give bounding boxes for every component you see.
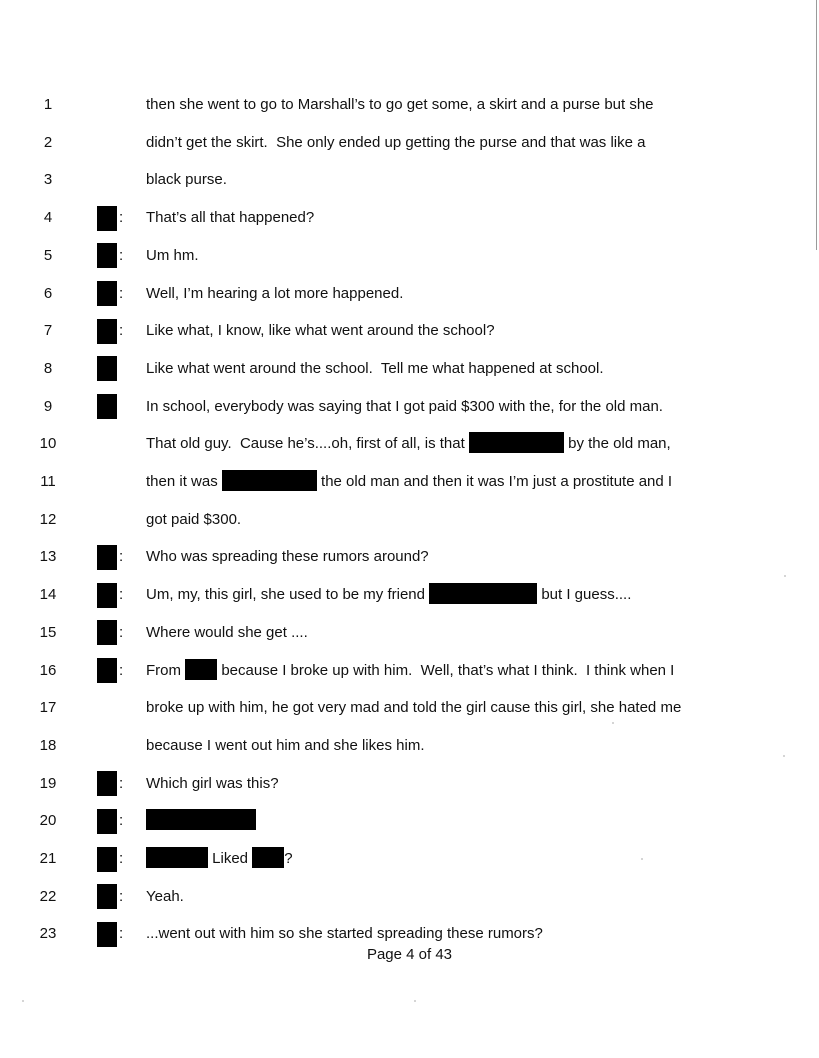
text-segment: Like what, I know, like what went around the school? [146, 322, 495, 340]
text-segment: Um, my, this girl, she used to be my friend [146, 586, 430, 604]
line-text [146, 583, 631, 607]
transcript-line [0, 93, 819, 117]
redacted-speaker-block [97, 394, 117, 419]
redacted-speaker-block [97, 243, 117, 268]
line-number: 15 [39, 623, 57, 641]
redaction-box [146, 809, 256, 830]
line-number: 22 [39, 887, 57, 905]
redaction-box [146, 847, 208, 868]
line-text [146, 319, 495, 343]
speaker-label [97, 621, 123, 645]
line-number: 1 [43, 96, 53, 113]
transcript-line [0, 847, 819, 871]
scan-speck [414, 1000, 416, 1002]
line-number: 23 [39, 925, 57, 943]
transcript-line [0, 621, 819, 645]
speaker-colon: : [119, 812, 124, 830]
line-text [146, 545, 429, 569]
transcript-line [0, 395, 819, 419]
line-text [146, 621, 308, 645]
scan-speck [784, 575, 786, 577]
transcript-line [0, 583, 819, 607]
line-text [146, 885, 184, 909]
line-text [146, 734, 424, 758]
transcript-line [0, 885, 819, 909]
text-segment: by the old man, [563, 435, 671, 453]
transcript-line [0, 809, 819, 833]
text-segment: because I broke up with him. Well, that’s what I think. I think when I [217, 661, 675, 679]
transcript-line [0, 772, 819, 796]
line-text [146, 282, 403, 306]
transcript-line [0, 508, 819, 532]
scan-speck [612, 722, 614, 724]
speaker-label [97, 206, 123, 230]
transcript-line [0, 696, 819, 720]
text-segment: Um hm. [146, 246, 199, 264]
text-segment: got paid $300. [146, 510, 242, 528]
line-text [146, 432, 671, 456]
speaker-colon: : [119, 887, 124, 905]
redaction-box [222, 470, 317, 491]
speaker-label [97, 282, 123, 306]
speaker-label [97, 772, 123, 796]
redaction-box [252, 847, 284, 868]
page-footer [0, 944, 819, 966]
redacted-speaker-block [97, 884, 117, 909]
speaker-label [97, 319, 123, 343]
text-segment: broke up with him, he got very mad and told the girl cause this girl, she hated me [146, 699, 682, 717]
scan-speck [641, 858, 643, 860]
text-segment: black purse. [146, 171, 227, 189]
transcript-line [0, 545, 819, 569]
speaker-label [97, 583, 123, 607]
transcript-line [0, 470, 819, 494]
redacted-speaker-block [97, 206, 117, 231]
speaker-label [97, 809, 123, 833]
text-segment: Yeah. [146, 887, 184, 905]
scan-speck [22, 1000, 24, 1002]
speaker-label [97, 357, 119, 381]
text-segment: That old guy. Cause he’s....oh, first of all, is that [146, 435, 469, 453]
speaker-label [97, 847, 123, 871]
transcript-line [0, 734, 819, 758]
line-text [146, 847, 293, 871]
text-segment: ? [284, 850, 293, 867]
page-number: Page 4 of 43 [366, 946, 453, 963]
speaker-colon: : [119, 284, 124, 302]
text-segment: didn’t get the skirt. She only ended up getting the purse and that was like a [146, 133, 646, 151]
text-segment: because I went out him and she likes him. [146, 736, 425, 754]
transcript-line [0, 357, 819, 381]
transcript-line [0, 922, 819, 946]
line-number: 5 [43, 246, 53, 264]
line-text [146, 696, 681, 720]
speaker-label [97, 885, 123, 909]
transcript-line [0, 206, 819, 230]
text-segment: the old man and then it was I’m just a prostitute and I [316, 473, 673, 490]
line-text [146, 508, 241, 532]
transcript-line [0, 432, 819, 456]
speaker-colon: : [119, 925, 124, 943]
transcript-line [0, 282, 819, 306]
redacted-speaker-block [97, 620, 117, 645]
speaker-colon: : [119, 774, 124, 792]
redacted-speaker-block [97, 658, 117, 683]
line-text [146, 357, 604, 381]
line-number: 16 [39, 661, 57, 679]
speaker-colon: : [119, 322, 124, 340]
scan-speck [783, 755, 785, 757]
redacted-speaker-block [97, 545, 117, 570]
speaker-label [97, 244, 123, 268]
line-number: 8 [43, 359, 53, 377]
line-text [146, 809, 256, 833]
line-number: 17 [39, 699, 57, 717]
line-text [146, 922, 543, 946]
redacted-speaker-block [97, 771, 117, 796]
speaker-colon: : [119, 246, 124, 264]
text-segment: Where would she get .... [146, 623, 308, 641]
redacted-speaker-block [97, 847, 117, 872]
line-number: 4 [43, 209, 53, 227]
redaction-box [469, 432, 564, 453]
line-number: 13 [39, 548, 57, 566]
text-segment: In school, everybody was saying that I got paid $300 with the, for the old man. [146, 397, 663, 415]
transcript-line [0, 244, 819, 268]
text-segment: Who was spreading these rumors around? [146, 548, 429, 566]
text-segment: From [146, 661, 186, 679]
line-number: 10 [39, 435, 57, 453]
redacted-speaker-block [97, 583, 117, 608]
line-number: 2 [43, 133, 53, 151]
line-text [146, 772, 279, 796]
speaker-label [97, 922, 123, 946]
transcript-line [0, 319, 819, 343]
text-segment: Which girl was this? [146, 774, 279, 792]
speaker-label [97, 395, 119, 419]
line-number: 9 [43, 397, 53, 415]
speaker-colon: : [119, 586, 124, 604]
redaction-box [429, 583, 537, 604]
transcript-line [0, 131, 819, 155]
line-number: 21 [39, 850, 57, 867]
line-text [146, 470, 672, 494]
line-number: 7 [43, 322, 53, 340]
line-number: 18 [39, 736, 57, 754]
transcript-line [0, 659, 819, 683]
line-text [146, 395, 663, 419]
speaker-colon: : [119, 548, 124, 566]
speaker-label [97, 545, 123, 569]
text-segment: Well, I’m hearing a lot more happened. [146, 284, 404, 302]
redacted-speaker-block [97, 809, 117, 834]
speaker-colon: : [119, 623, 124, 641]
line-text [146, 659, 674, 683]
line-text [146, 131, 646, 155]
speaker-colon: : [119, 661, 124, 679]
line-number: 14 [39, 586, 57, 604]
line-text [146, 93, 654, 117]
redacted-speaker-block [97, 356, 117, 381]
redacted-speaker-block [97, 319, 117, 344]
text-segment: Like what went around the school. Tell me what happened at school. [146, 359, 604, 377]
line-text [146, 244, 199, 268]
line-number: 3 [43, 171, 53, 189]
text-segment: but I guess.... [537, 586, 632, 604]
line-number: 19 [39, 774, 57, 792]
speaker-colon: : [119, 850, 124, 867]
text-segment: then she went to go to Marshall’s to go get some, a skirt and a purse but she [146, 96, 654, 113]
speaker-colon: : [119, 209, 124, 227]
speaker-label [97, 659, 123, 683]
line-text [146, 168, 227, 192]
text-segment: Liked [208, 850, 253, 867]
redacted-speaker-block [97, 281, 117, 306]
line-text [146, 206, 314, 230]
text-segment: ...went out with him so she started spreading these rumors? [146, 925, 543, 943]
line-number: 12 [39, 510, 57, 528]
redaction-box [185, 659, 217, 680]
line-number: 11 [40, 473, 56, 490]
line-number: 6 [43, 284, 53, 302]
text-segment: That’s all that happened? [146, 209, 315, 227]
text-segment: then it was [146, 473, 222, 490]
transcript-line [0, 168, 819, 192]
line-number: 20 [39, 812, 57, 830]
